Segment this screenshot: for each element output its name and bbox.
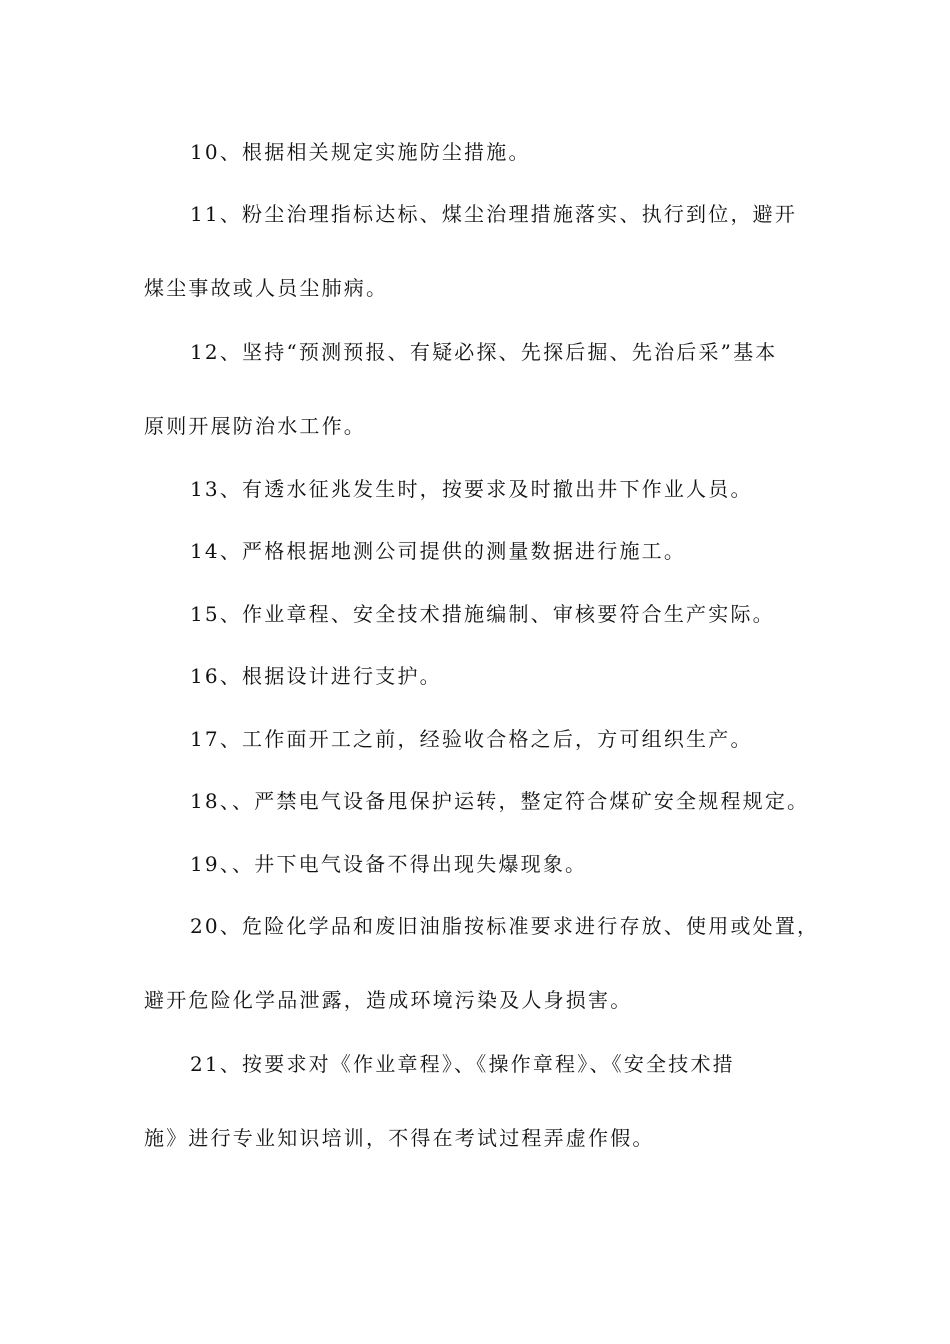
- item-12-line-1: 12、坚持“预测预报、有疑必探、先探后掘、先治后采”基本: [190, 340, 778, 364]
- item-18-line: 18、、严禁电气设备甩保护运转，整定符合煤矿安全规程规定。: [190, 789, 810, 813]
- item-19-line: 19、、井下电气设备不得出现失爆现象。: [190, 852, 588, 876]
- item-10-line: 10、根据相关规定实施防尘措施。: [190, 140, 531, 164]
- item-17-line: 17、工作面开工之前，经验收合格之后，方可组织生产。: [190, 727, 753, 751]
- item-20-line-1: 20、危险化学品和废旧油脂按标准要求进行存放、使用或处置，: [190, 914, 820, 938]
- item-16-line: 16、根据设计进行支护。: [190, 664, 442, 688]
- item-21-line-1: 21、按要求对《作业章程》、《操作章程》、《安全技术措: [190, 1052, 735, 1076]
- item-13-line: 13、有透水征兆发生时，按要求及时撤出井下作业人员。: [190, 477, 753, 501]
- item-15-line: 15、作业章程、安全技术措施编制、审核要符合生产实际。: [190, 602, 775, 626]
- item-21-line-2: 施》进行专业知识培训，不得在考试过程弄虚作假。: [144, 1126, 655, 1150]
- item-11-line-2: 煤尘事故或人员尘肺病。: [144, 276, 389, 300]
- item-14-line: 14、严格根据地测公司提供的测量数据进行施工。: [190, 539, 687, 563]
- item-12-line-2: 原则开展防治水工作。: [144, 414, 366, 438]
- item-11-line-1: 11、粉尘治理指标达标、煤尘治理措施落实、执行到位，避开: [190, 202, 798, 226]
- item-20-line-2: 避开危险化学品泄露，造成环境污染及人身损害。: [144, 988, 633, 1012]
